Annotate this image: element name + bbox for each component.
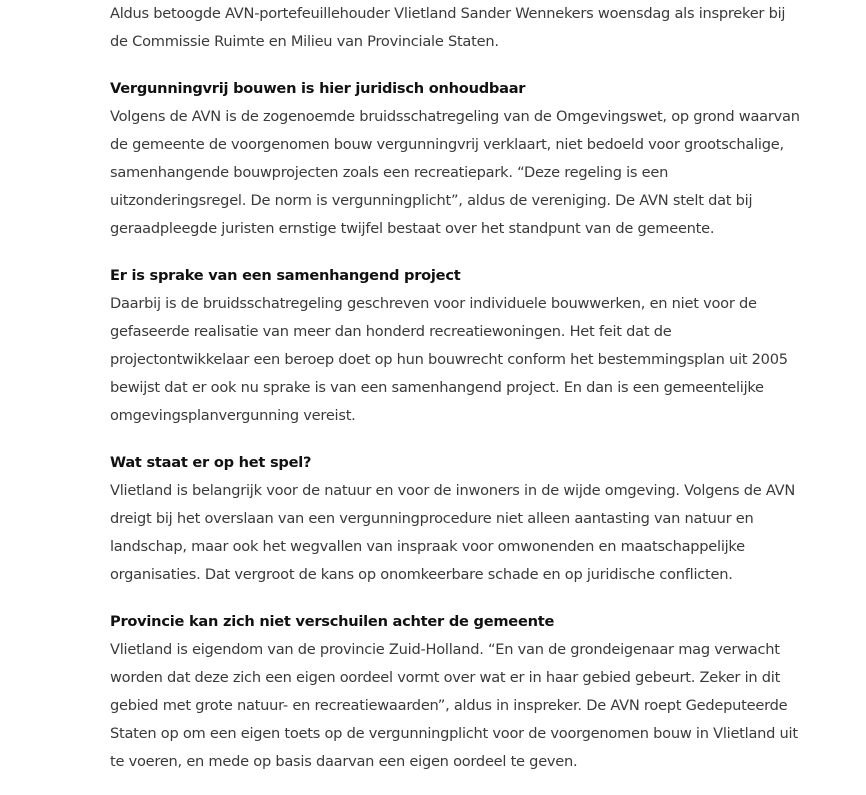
section-heading: Er is sprake van een samenhangend project	[110, 267, 461, 284]
article-body	[110, 0, 800, 795]
section-province-responsibility	[110, 608, 800, 776]
section-paragraph: Daarbij is de bruidsschatregeling geschreven voor individuele bouwwerken, en niet voor de gefaseerde realisatie van meer dan honderd recreatiewoningen. Het feit dat de projectontwikkelaar een beroep doet op hun bouwrecht conform het bestemmingsplan uit 2005 bewijst dat er ook nu sprake is van een samenhangend project. En dan is een gemeentelijke omgevingsplanvergunning vereist.	[110, 295, 788, 424]
section-heading: Vergunningvrij bouwen is hier juridisch onhoudbaar	[110, 80, 526, 97]
section-coherent-project	[110, 262, 800, 430]
section-permit-free-building	[110, 75, 800, 243]
section-paragraph: Vlietland is eigendom van de provincie Zuid-Holland. “En van de grondeigenaar mag verwacht worden dat deze zich een eigen oordeel vormt over wat er in haar gebied gebeurt. Zeker in dit gebied met grote natuur- en recreatiewaarden”, aldus in inspreker. De AVN roept Gedeputeerde Staten op om een eigen toets op de vergunningplicht voor de voorgenomen bouw in Vlietland uit te voeren, en mede op basis daarvan een eigen oordeel te geven.	[110, 641, 798, 770]
section-what-is-at-stake	[110, 449, 800, 589]
section-heading: Wat staat er op het spel?	[110, 454, 312, 471]
section-paragraph: Volgens de AVN is de zogenoemde bruidsschatregeling van de Omgevingswet, op grond waarvan de gemeente de voorgenomen bouw vergunningvrij verklaart, niet bedoeld voor grootschalige, samenhangende bouwprojecten zoals een recreatiepark. “Deze regeling is een uitzonderingsregel. De norm is vergunningplicht”, aldus de vereniging. De AVN stelt dat bij geraadpleegde juristen ernstige twijfel bestaat over het standpunt van de gemeente.	[110, 108, 800, 237]
section-heading: Provincie kan zich niet verschuilen achter de gemeente	[110, 613, 555, 630]
section-paragraph: Vlietland is belangrijk voor de natuur en voor de inwoners in de wijde omgeving. Volgens de AVN dreigt bij het overslaan van een vergunningprocedure niet alleen aantasting van natuur en landschap, maar ook het wegvallen van inspraak voor omwonenden en maatschappelijke organisaties. Dat vergroot de kans op onomkeerbare schade en op juridische conflicten.	[110, 482, 796, 583]
intro-paragraph: Aldus betoogde AVN-portefeuillehouder Vlietland Sander Wennekers woensdag als inspreker bij de Commissie Ruimte en Milieu van Provinciale Staten.	[110, 5, 786, 50]
